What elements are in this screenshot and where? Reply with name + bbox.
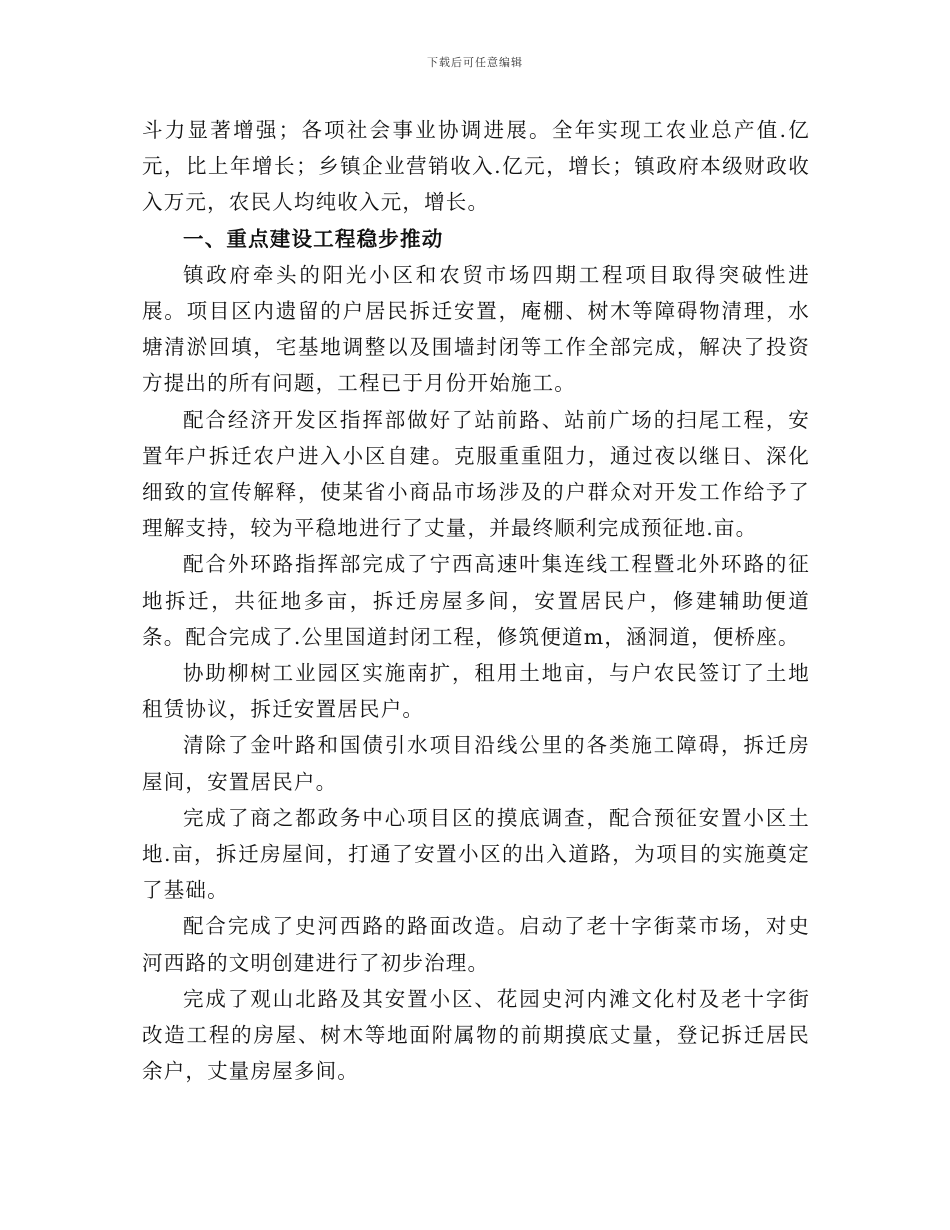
paragraph: 配合经济开发区指挥部做好了站前路、站前广场的扫尾工程，安置年户拆迁农户进入小区自建。克服重重阻力，通过夜以继日、深化细致的宣传解释，使某省小商品市场涉及的户群众对开发工作给予了理解支持，较为平稳地进行了丈量，并最终顺利完成预征地.亩。: [142, 407, 810, 541]
paragraph: 镇政府牵头的阳光小区和农贸市场四期工程项目取得突破性进展。项目区内遗留的户居民拆迁安置，庵棚、树木等障碍物清理，水塘清淤回填，宅基地调整以及围墙封闭等工作全部完成，解决了投资方提出的所有问题，工程已于月份开始施工。: [142, 262, 810, 396]
document-body: [142, 112, 810, 1089]
paragraph: 配合外环路指挥部完成了宁西高速叶集连线工程暨北外环路的征地拆迁，共征地多亩，拆迁房屋多间，安置居民户，修建辅助便道条。配合完成了.公里国道封闭工程，修筑便道m，涵洞道，便桥座。: [142, 552, 810, 649]
paragraph: 完成了观山北路及其安置小区、花园史河内滩文化村及老十字街改造工程的房屋、树木等地面附属物的前期摸底丈量，登记拆迁居民余户，丈量房屋多间。: [142, 986, 810, 1084]
paragraph: 完成了商之都政务中心项目区的摸底调查，配合预征安置小区土地.亩，拆迁房屋间，打通了安置小区的出入道路，为项目的实施奠定了基础。: [142, 805, 810, 903]
paragraph: 协助柳树工业园区实施南扩，租用土地亩，与户农民签订了土地租赁协议，拆迁安置居民户。: [142, 661, 810, 722]
paragraph: 清除了金叶路和国债引水项目沿线公里的各类施工障碍，拆迁房屋间，安置居民户。: [142, 733, 810, 794]
paragraph-summary-continued: 斗力显著增强；各项社会事业协调进展。全年实现工农业总产值.亿元，比上年增长；乡镇企业营销收入.亿元，增长；镇政府本级财政收入万元，农民人均纯收入元，增长。: [142, 118, 810, 215]
section-heading: 一、重点建设工程稳步推动: [183, 226, 444, 251]
paragraph: 配合完成了史河西路的路面改造。启动了老十字街菜市场，对史河西路的文明创建进行了初步治理。: [142, 914, 810, 975]
page-header: 下载后可任意编辑: [427, 56, 523, 69]
